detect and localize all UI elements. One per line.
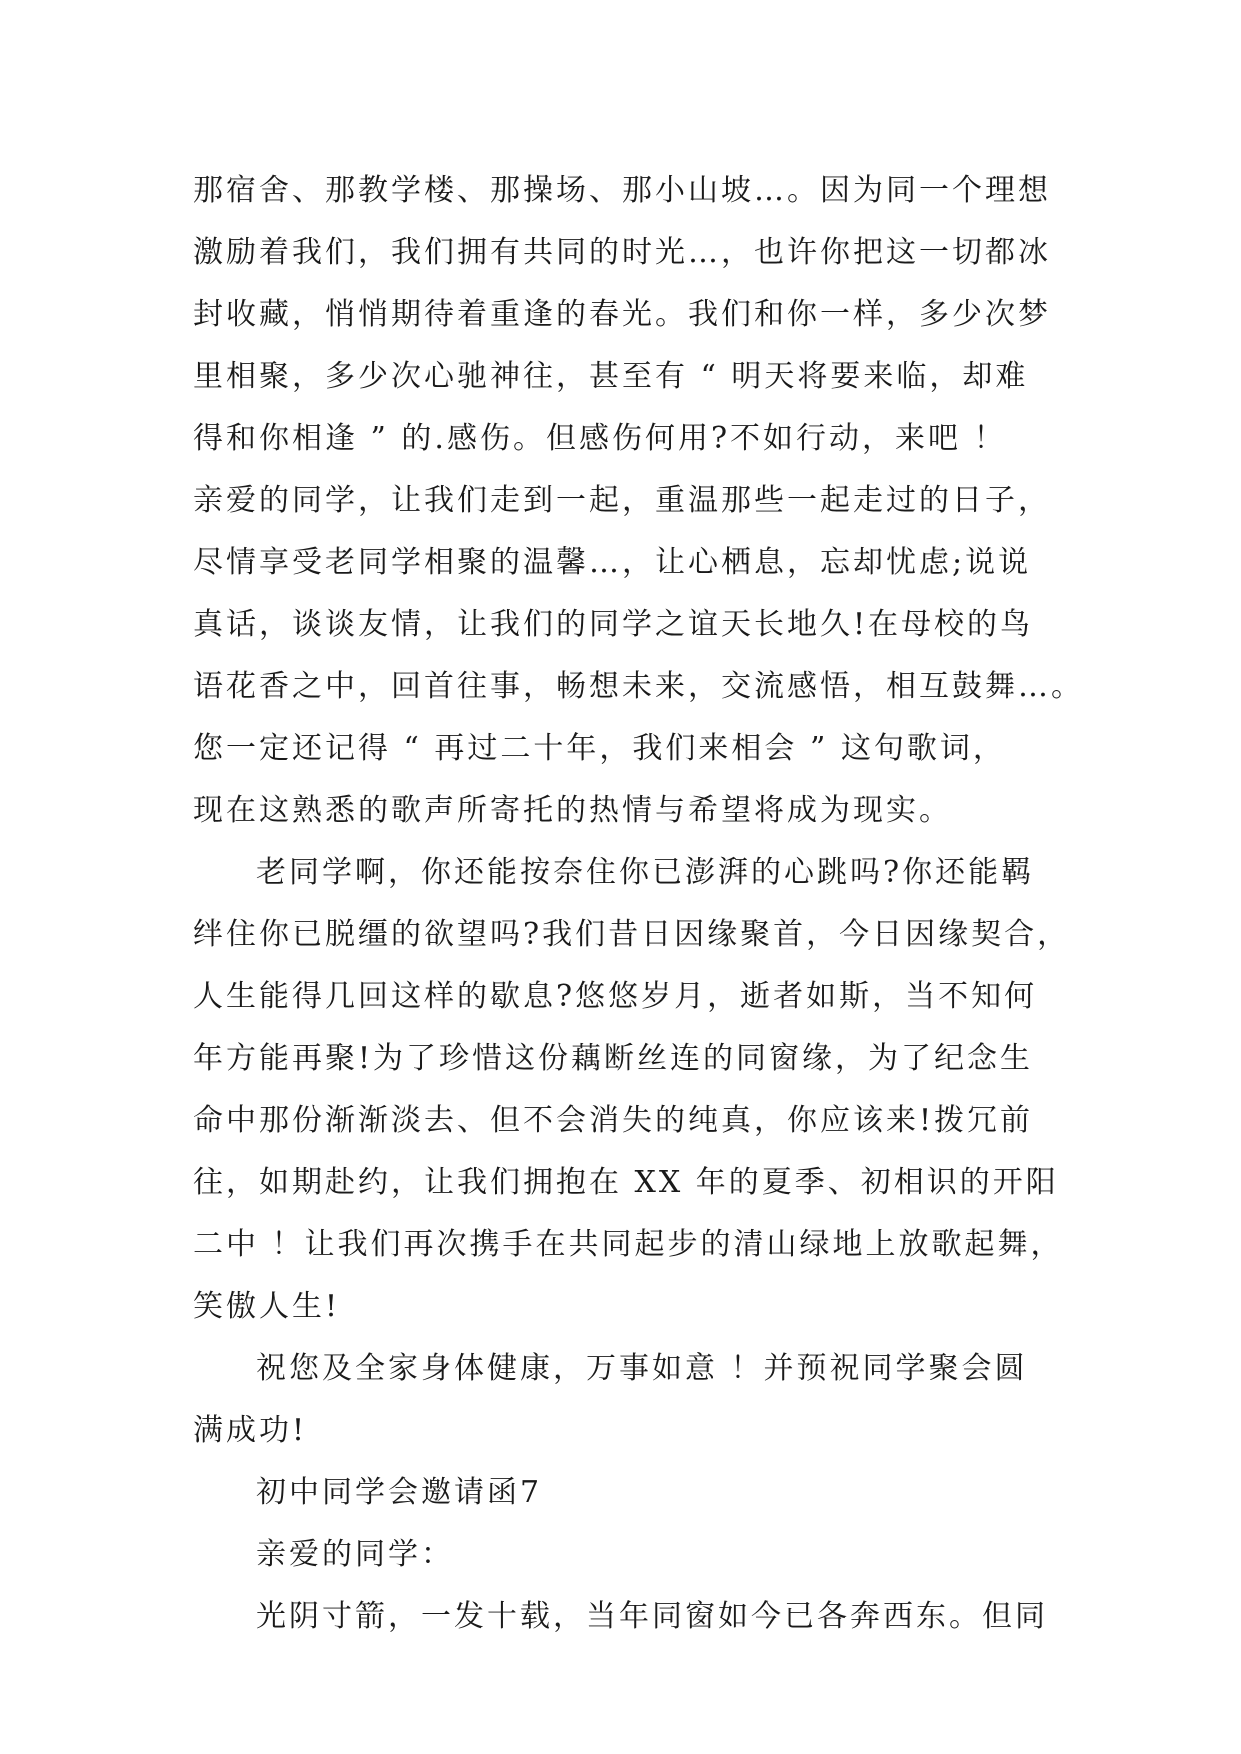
paragraph-start-line: 光阴寸箭，一发十载，当年同窗如今已各奔西东。但同 [256,1599,1048,1634]
text-line: 亲爱的同学，让我们走到一起，重温那些一起走过的日子， [193,483,1051,518]
text-line: 笑傲人生! [193,1289,341,1324]
document-body [193,160,1084,1648]
section-heading: 初中同学会邀请函7 [256,1475,543,1510]
paragraph-start-line: 老同学啊，你还能按奈住你已澎湃的心跳吗?你还能羁 [256,855,1035,890]
text-line: 二中 ！让我们再次携手在共同起步的清山绿地上放歌起舞， [193,1227,1064,1262]
text-line: 绊住你已脱缰的欲望吗?我们昔日因缘聚首，今日因缘契合， [193,917,1071,952]
text-line: 人生能得几回这样的歇息?悠悠岁月，逝者如斯，当不知何 [193,979,1038,1014]
paragraph-start-line: 祝您及全家身体健康，万事如意 ！并预祝同学聚会圆 [256,1351,1028,1386]
text-line: 命中那份渐渐淡去、但不会消失的纯真，你应该来!拨冗前 [193,1103,1034,1138]
text-line: 激励着我们，我们拥有共同的时光…，也许你把这一切都冰 [193,235,1051,270]
text-line: 那宿舍、那教学楼、那操场、那小山坡…。因为同一个理想 [193,173,1051,208]
text-line: 往，如期赴约，让我们拥抱在 XX 年的夏季、初相识的开阳 [193,1165,1059,1200]
text-line: 里相聚，多少次心驰神往，甚至有 “ 明天将要来临，却难 [193,359,1029,394]
text-line: 现在这熟悉的歌声所寄托的热情与希望将成为现实。 [193,793,952,828]
text-line: 满成功! [193,1413,308,1448]
text-line: 年方能再聚!为了珍惜这份藕断丝连的同窗缘，为了纪念生 [193,1041,1034,1076]
text-line: 真话，谈谈友情，让我们的同学之谊天长地久!在母校的鸟 [193,607,1034,642]
text-line: 得和你相逢 ” 的.感伤。但感伤何用?不如行动，来吧 ！ [193,421,1007,456]
text-line: 语花香之中，回首往事，畅想未来，交流感悟，相互鼓舞…。 [193,669,1084,704]
salutation: 亲爱的同学： [256,1537,454,1572]
text-line: 封收藏，悄悄期待着重逢的春光。我们和你一样，多少次梦 [193,297,1051,332]
text-line: 尽情享受老同学相聚的温馨…，让心栖息，忘却忧虑;说说 [193,545,1032,580]
text-line: 您一定还记得 “ 再过二十年，我们来相会 ” 这句歌词， [193,731,1006,766]
